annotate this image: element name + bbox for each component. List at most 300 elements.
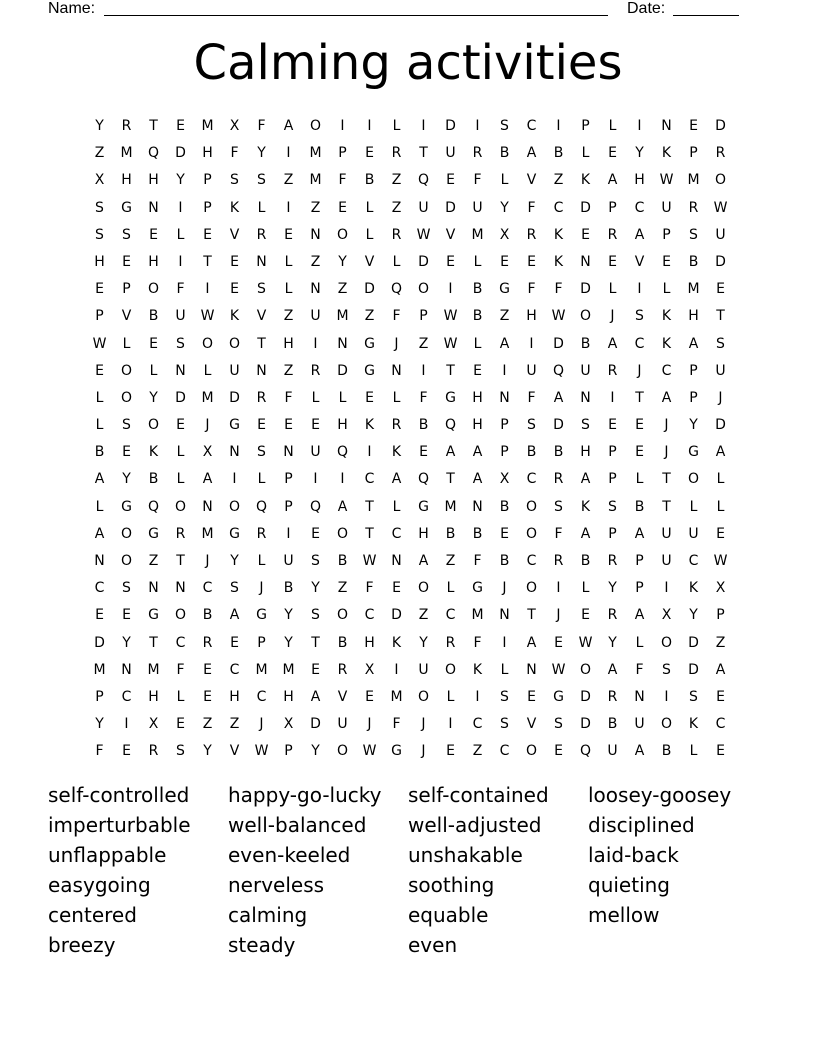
- grid-letter[interactable]: B: [337, 553, 348, 569]
- grid-letter[interactable]: A: [634, 525, 645, 542]
- grid-letter[interactable]: L: [176, 444, 185, 461]
- grid-letter[interactable]: E: [149, 226, 158, 243]
- grid-letter[interactable]: F: [230, 145, 239, 162]
- grid-letter[interactable]: L: [284, 253, 293, 270]
- grid-letter[interactable]: X: [661, 607, 672, 624]
- grid-letter[interactable]: E: [311, 661, 320, 678]
- grid-letter[interactable]: M: [687, 281, 700, 298]
- grid-letter[interactable]: K: [688, 716, 699, 733]
- grid-letter[interactable]: N: [175, 580, 186, 597]
- grid-letter[interactable]: R: [607, 362, 618, 379]
- grid-letter[interactable]: Z: [202, 716, 213, 733]
- grid-letter[interactable]: V: [229, 226, 240, 243]
- grid-letter[interactable]: C: [229, 661, 240, 678]
- grid-letter[interactable]: Z: [283, 362, 294, 379]
- grid-letter[interactable]: C: [391, 525, 402, 542]
- grid-letter[interactable]: G: [229, 525, 240, 542]
- grid-letter[interactable]: F: [284, 389, 293, 406]
- grid-letter[interactable]: K: [553, 226, 564, 243]
- grid-letter[interactable]: P: [95, 688, 104, 705]
- grid-letter[interactable]: C: [661, 362, 672, 379]
- grid-letter[interactable]: A: [472, 471, 483, 488]
- grid-letter[interactable]: L: [473, 253, 482, 270]
- grid-letter[interactable]: Y: [176, 172, 185, 189]
- grid-letter[interactable]: A: [391, 471, 402, 488]
- grid-letter[interactable]: K: [229, 308, 240, 325]
- grid-letter[interactable]: D: [364, 281, 375, 298]
- grid-letter[interactable]: T: [365, 525, 374, 542]
- grid-letter[interactable]: E: [365, 688, 374, 705]
- grid-letter[interactable]: L: [365, 226, 374, 243]
- grid-letter[interactable]: M: [147, 661, 160, 678]
- grid-letter[interactable]: O: [174, 498, 187, 515]
- grid-letter[interactable]: Z: [499, 308, 510, 325]
- grid-letter[interactable]: K: [580, 498, 591, 515]
- grid-letter[interactable]: E: [284, 226, 293, 243]
- grid-letter[interactable]: L: [392, 498, 401, 515]
- grid-letter[interactable]: S: [635, 308, 644, 325]
- grid-letter[interactable]: G: [229, 417, 240, 434]
- grid-letter[interactable]: N: [229, 444, 240, 461]
- grid-letter[interactable]: R: [472, 145, 483, 162]
- grid-letter[interactable]: S: [689, 226, 698, 243]
- grid-letter[interactable]: I: [475, 688, 480, 705]
- grid-letter[interactable]: I: [394, 661, 399, 678]
- grid-letter[interactable]: T: [149, 118, 158, 134]
- grid-letter[interactable]: K: [553, 253, 564, 270]
- grid-letter[interactable]: M: [93, 661, 106, 678]
- grid-letter[interactable]: Q: [417, 172, 430, 189]
- grid-letter[interactable]: O: [714, 172, 727, 189]
- grid-letter[interactable]: L: [608, 118, 617, 134]
- grid-letter[interactable]: E: [527, 688, 536, 705]
- grid-letter[interactable]: Z: [337, 580, 348, 597]
- grid-letter[interactable]: P: [608, 199, 617, 216]
- grid-letter[interactable]: N: [283, 444, 294, 461]
- grid-letter[interactable]: E: [554, 634, 563, 651]
- grid-letter[interactable]: C: [634, 335, 645, 352]
- grid-letter[interactable]: T: [149, 634, 158, 651]
- grid-letter[interactable]: U: [661, 525, 672, 542]
- grid-letter[interactable]: J: [205, 553, 210, 569]
- grid-letter[interactable]: P: [500, 444, 509, 461]
- grid-letter[interactable]: X: [499, 226, 510, 243]
- grid-letter[interactable]: W: [443, 308, 458, 325]
- grid-letter[interactable]: U: [526, 362, 537, 379]
- grid-letter[interactable]: E: [608, 253, 617, 270]
- grid-letter[interactable]: B: [364, 172, 375, 189]
- grid-letter[interactable]: D: [418, 253, 429, 270]
- grid-letter[interactable]: D: [229, 389, 240, 406]
- grid-letter[interactable]: M: [471, 607, 484, 624]
- grid-letter[interactable]: G: [553, 688, 564, 705]
- grid-letter[interactable]: E: [662, 253, 671, 270]
- grid-letter[interactable]: I: [502, 362, 507, 379]
- grid-letter[interactable]: J: [421, 743, 426, 760]
- grid-letter[interactable]: S: [716, 335, 725, 352]
- grid-letter[interactable]: A: [472, 444, 483, 461]
- grid-letter[interactable]: Y: [230, 553, 239, 569]
- grid-letter[interactable]: P: [284, 498, 293, 515]
- grid-letter[interactable]: Y: [122, 471, 131, 488]
- date-blank-line[interactable]: [673, 15, 739, 16]
- grid-letter[interactable]: S: [122, 580, 131, 597]
- grid-letter[interactable]: V: [634, 253, 645, 270]
- grid-letter[interactable]: E: [95, 362, 104, 379]
- grid-letter[interactable]: T: [527, 607, 536, 624]
- grid-letter[interactable]: I: [637, 118, 642, 134]
- grid-letter[interactable]: O: [417, 688, 430, 705]
- grid-letter[interactable]: F: [338, 172, 347, 189]
- grid-letter[interactable]: K: [580, 172, 591, 189]
- grid-letter[interactable]: F: [527, 389, 536, 406]
- grid-letter[interactable]: H: [472, 417, 483, 434]
- grid-letter[interactable]: N: [499, 607, 510, 624]
- grid-letter[interactable]: U: [310, 308, 321, 325]
- grid-letter[interactable]: A: [634, 743, 645, 760]
- grid-letter[interactable]: O: [120, 389, 133, 406]
- grid-letter[interactable]: T: [419, 145, 428, 162]
- grid-letter[interactable]: Z: [391, 172, 402, 189]
- grid-letter[interactable]: Q: [255, 498, 268, 515]
- grid-letter[interactable]: A: [283, 118, 294, 134]
- grid-letter[interactable]: B: [499, 498, 510, 515]
- grid-letter[interactable]: A: [526, 145, 537, 162]
- grid-letter[interactable]: R: [202, 634, 213, 651]
- grid-letter[interactable]: A: [310, 688, 321, 705]
- grid-letter[interactable]: P: [122, 281, 131, 298]
- grid-letter[interactable]: V: [256, 308, 267, 325]
- grid-letter[interactable]: Q: [336, 444, 349, 461]
- grid-letter[interactable]: F: [392, 716, 401, 733]
- grid-letter[interactable]: B: [553, 145, 564, 162]
- grid-letter[interactable]: C: [499, 743, 510, 760]
- grid-letter[interactable]: P: [635, 553, 644, 569]
- grid-letter[interactable]: P: [689, 362, 698, 379]
- grid-letter[interactable]: O: [120, 525, 133, 542]
- grid-letter[interactable]: F: [473, 172, 482, 189]
- grid-letter[interactable]: W: [362, 743, 377, 760]
- grid-letter[interactable]: R: [445, 634, 456, 651]
- grid-letter[interactable]: W: [254, 743, 269, 760]
- grid-letter[interactable]: K: [148, 444, 159, 461]
- grid-letter[interactable]: P: [608, 525, 617, 542]
- grid-letter[interactable]: A: [715, 444, 726, 461]
- grid-letter[interactable]: K: [472, 661, 483, 678]
- grid-letter[interactable]: U: [310, 444, 321, 461]
- grid-letter[interactable]: E: [446, 172, 455, 189]
- grid-letter[interactable]: E: [203, 688, 212, 705]
- grid-letter[interactable]: A: [445, 444, 456, 461]
- grid-letter[interactable]: H: [94, 253, 105, 270]
- grid-letter[interactable]: E: [338, 199, 347, 216]
- grid-letter[interactable]: E: [635, 444, 644, 461]
- grid-letter[interactable]: E: [230, 281, 239, 298]
- grid-letter[interactable]: S: [311, 607, 320, 624]
- grid-letter[interactable]: B: [634, 498, 645, 515]
- grid-letter[interactable]: U: [688, 525, 699, 542]
- grid-letter[interactable]: P: [203, 172, 212, 189]
- grid-letter[interactable]: T: [662, 471, 671, 488]
- grid-letter[interactable]: S: [257, 281, 266, 298]
- grid-letter[interactable]: U: [229, 362, 240, 379]
- grid-letter[interactable]: Z: [391, 199, 402, 216]
- grid-letter[interactable]: E: [95, 281, 104, 298]
- grid-letter[interactable]: I: [475, 118, 480, 134]
- grid-letter[interactable]: N: [661, 118, 672, 134]
- grid-letter[interactable]: J: [664, 444, 669, 461]
- grid-letter[interactable]: X: [94, 172, 105, 189]
- grid-letter[interactable]: T: [176, 553, 185, 569]
- grid-letter[interactable]: U: [634, 716, 645, 733]
- grid-letter[interactable]: U: [472, 199, 483, 216]
- grid-letter[interactable]: E: [716, 281, 725, 298]
- grid-letter[interactable]: R: [175, 525, 186, 542]
- grid-letter[interactable]: I: [556, 580, 561, 597]
- grid-letter[interactable]: K: [688, 580, 699, 597]
- grid-letter[interactable]: Z: [418, 607, 429, 624]
- grid-letter[interactable]: B: [445, 525, 456, 542]
- grid-letter[interactable]: V: [364, 253, 375, 270]
- name-blank-line[interactable]: [104, 15, 608, 16]
- grid-letter[interactable]: L: [203, 362, 212, 379]
- grid-letter[interactable]: I: [610, 389, 615, 406]
- grid-letter[interactable]: H: [121, 172, 132, 189]
- grid-letter[interactable]: I: [367, 444, 372, 461]
- grid-letter[interactable]: Y: [284, 634, 293, 651]
- grid-letter[interactable]: X: [229, 118, 240, 134]
- grid-letter[interactable]: E: [500, 253, 509, 270]
- grid-letter[interactable]: M: [336, 308, 349, 325]
- grid-letter[interactable]: D: [175, 145, 186, 162]
- grid-letter[interactable]: I: [286, 525, 291, 542]
- grid-letter[interactable]: O: [201, 335, 214, 352]
- grid-letter[interactable]: H: [283, 335, 294, 352]
- grid-letter[interactable]: R: [391, 226, 402, 243]
- grid-letter[interactable]: N: [121, 661, 132, 678]
- grid-letter[interactable]: E: [149, 335, 158, 352]
- grid-letter[interactable]: Q: [309, 498, 322, 515]
- grid-letter[interactable]: H: [202, 145, 213, 162]
- grid-letter[interactable]: L: [311, 389, 320, 406]
- grid-letter[interactable]: F: [257, 118, 266, 134]
- grid-letter[interactable]: P: [500, 417, 509, 434]
- grid-letter[interactable]: E: [608, 417, 617, 434]
- grid-letter[interactable]: S: [95, 199, 104, 216]
- grid-letter[interactable]: B: [580, 335, 591, 352]
- grid-letter[interactable]: S: [500, 716, 509, 733]
- grid-letter[interactable]: Y: [608, 580, 617, 597]
- grid-letter[interactable]: C: [688, 553, 699, 569]
- grid-letter[interactable]: E: [176, 417, 185, 434]
- grid-letter[interactable]: M: [471, 226, 484, 243]
- grid-letter[interactable]: P: [284, 471, 293, 488]
- grid-letter[interactable]: E: [392, 580, 401, 597]
- grid-letter[interactable]: L: [662, 281, 671, 298]
- grid-letter[interactable]: E: [311, 417, 320, 434]
- grid-letter[interactable]: O: [120, 553, 133, 569]
- grid-letter[interactable]: L: [392, 118, 401, 134]
- grid-letter[interactable]: X: [202, 444, 213, 461]
- grid-letter[interactable]: S: [500, 118, 509, 134]
- grid-letter[interactable]: Y: [311, 580, 320, 597]
- grid-letter[interactable]: I: [664, 580, 669, 597]
- grid-letter[interactable]: U: [337, 716, 348, 733]
- grid-letter[interactable]: O: [525, 580, 538, 597]
- grid-letter[interactable]: A: [661, 389, 672, 406]
- grid-letter[interactable]: H: [364, 634, 375, 651]
- grid-letter[interactable]: R: [688, 199, 699, 216]
- grid-letter[interactable]: V: [121, 308, 132, 325]
- grid-letter[interactable]: O: [309, 118, 322, 134]
- grid-letter[interactable]: E: [230, 634, 239, 651]
- grid-letter[interactable]: J: [205, 417, 210, 434]
- grid-letter[interactable]: Y: [95, 716, 104, 733]
- grid-letter[interactable]: L: [689, 743, 698, 760]
- grid-letter[interactable]: E: [365, 389, 374, 406]
- grid-letter[interactable]: N: [580, 389, 591, 406]
- grid-letter[interactable]: G: [391, 743, 402, 760]
- grid-letter[interactable]: N: [148, 580, 159, 597]
- grid-letter[interactable]: F: [527, 199, 536, 216]
- grid-letter[interactable]: J: [394, 335, 399, 352]
- grid-letter[interactable]: Y: [95, 118, 104, 134]
- grid-letter[interactable]: B: [499, 145, 510, 162]
- grid-letter[interactable]: K: [364, 417, 375, 434]
- grid-letter[interactable]: X: [148, 716, 159, 733]
- grid-letter[interactable]: D: [580, 281, 591, 298]
- grid-letter[interactable]: P: [635, 580, 644, 597]
- grid-letter[interactable]: L: [95, 389, 104, 406]
- grid-letter[interactable]: L: [257, 199, 266, 216]
- grid-letter[interactable]: L: [392, 389, 401, 406]
- grid-letter[interactable]: Y: [689, 607, 698, 624]
- grid-letter[interactable]: D: [337, 362, 348, 379]
- grid-letter[interactable]: D: [445, 199, 456, 216]
- grid-letter[interactable]: T: [662, 498, 671, 515]
- grid-letter[interactable]: H: [148, 688, 159, 705]
- grid-letter[interactable]: E: [635, 417, 644, 434]
- grid-letter[interactable]: Y: [257, 145, 266, 162]
- grid-letter[interactable]: B: [148, 308, 159, 325]
- grid-letter[interactable]: Y: [635, 145, 644, 162]
- grid-letter[interactable]: U: [418, 661, 429, 678]
- grid-letter[interactable]: P: [203, 199, 212, 216]
- grid-letter[interactable]: D: [715, 253, 726, 270]
- grid-letter[interactable]: H: [418, 525, 429, 542]
- grid-letter[interactable]: A: [499, 335, 510, 352]
- grid-letter[interactable]: E: [608, 145, 617, 162]
- grid-letter[interactable]: F: [176, 281, 185, 298]
- grid-letter[interactable]: M: [444, 498, 457, 515]
- grid-letter[interactable]: D: [580, 688, 591, 705]
- grid-letter[interactable]: Z: [445, 553, 456, 569]
- grid-letter[interactable]: E: [716, 743, 725, 760]
- grid-letter[interactable]: L: [608, 281, 617, 298]
- grid-letter[interactable]: S: [500, 688, 509, 705]
- grid-letter[interactable]: G: [256, 607, 267, 624]
- grid-letter[interactable]: G: [499, 281, 510, 298]
- grid-letter[interactable]: C: [634, 199, 645, 216]
- grid-letter[interactable]: E: [122, 444, 131, 461]
- grid-letter[interactable]: F: [473, 634, 482, 651]
- grid-letter[interactable]: N: [310, 281, 321, 298]
- grid-letter[interactable]: Q: [147, 498, 160, 515]
- grid-letter[interactable]: Y: [203, 743, 212, 760]
- grid-letter[interactable]: U: [715, 226, 726, 243]
- grid-letter[interactable]: R: [526, 226, 537, 243]
- grid-letter[interactable]: K: [229, 199, 240, 216]
- grid-letter[interactable]: F: [554, 525, 563, 542]
- grid-letter[interactable]: A: [418, 553, 429, 569]
- grid-letter[interactable]: B: [472, 281, 483, 298]
- grid-letter[interactable]: Z: [553, 172, 564, 189]
- grid-letter[interactable]: M: [255, 661, 268, 678]
- grid-letter[interactable]: J: [664, 417, 669, 434]
- grid-letter[interactable]: R: [553, 553, 564, 569]
- grid-letter[interactable]: R: [607, 226, 618, 243]
- grid-letter[interactable]: P: [581, 118, 590, 134]
- grid-letter[interactable]: L: [500, 172, 509, 189]
- grid-letter[interactable]: J: [259, 580, 264, 597]
- grid-letter[interactable]: D: [445, 118, 456, 134]
- grid-letter[interactable]: P: [257, 634, 266, 651]
- grid-letter[interactable]: W: [362, 553, 377, 569]
- grid-letter[interactable]: S: [662, 661, 671, 678]
- grid-letter[interactable]: T: [716, 308, 725, 325]
- grid-letter[interactable]: Z: [148, 553, 159, 569]
- grid-letter[interactable]: F: [527, 281, 536, 298]
- grid-letter[interactable]: B: [607, 716, 618, 733]
- grid-letter[interactable]: L: [176, 688, 185, 705]
- grid-letter[interactable]: P: [608, 444, 617, 461]
- grid-letter[interactable]: O: [147, 417, 160, 434]
- grid-letter[interactable]: O: [660, 716, 673, 733]
- grid-letter[interactable]: F: [176, 661, 185, 678]
- grid-letter[interactable]: A: [526, 634, 537, 651]
- grid-letter[interactable]: B: [418, 417, 429, 434]
- grid-letter[interactable]: R: [607, 607, 618, 624]
- grid-letter[interactable]: S: [230, 580, 239, 597]
- grid-letter[interactable]: L: [581, 580, 590, 597]
- grid-letter[interactable]: G: [472, 580, 483, 597]
- grid-letter[interactable]: G: [121, 498, 132, 515]
- grid-letter[interactable]: O: [444, 661, 457, 678]
- grid-letter[interactable]: L: [176, 226, 185, 243]
- grid-letter[interactable]: G: [364, 335, 375, 352]
- grid-letter[interactable]: E: [581, 607, 590, 624]
- grid-letter[interactable]: B: [526, 444, 537, 461]
- grid-letter[interactable]: B: [94, 444, 105, 461]
- grid-letter[interactable]: N: [634, 688, 645, 705]
- grid-letter[interactable]: Q: [390, 281, 403, 298]
- grid-letter[interactable]: I: [448, 716, 453, 733]
- grid-letter[interactable]: S: [122, 226, 131, 243]
- grid-letter[interactable]: B: [472, 308, 483, 325]
- grid-letter[interactable]: Y: [608, 634, 617, 651]
- grid-letter[interactable]: A: [580, 471, 591, 488]
- grid-letter[interactable]: E: [419, 444, 428, 461]
- grid-letter[interactable]: O: [228, 498, 241, 515]
- grid-letter[interactable]: C: [364, 471, 375, 488]
- grid-letter[interactable]: J: [610, 308, 615, 325]
- grid-letter[interactable]: W: [416, 226, 431, 243]
- grid-letter[interactable]: E: [203, 661, 212, 678]
- grid-letter[interactable]: B: [553, 444, 564, 461]
- grid-letter[interactable]: K: [391, 444, 402, 461]
- grid-letter[interactable]: D: [391, 607, 402, 624]
- grid-letter[interactable]: N: [256, 253, 267, 270]
